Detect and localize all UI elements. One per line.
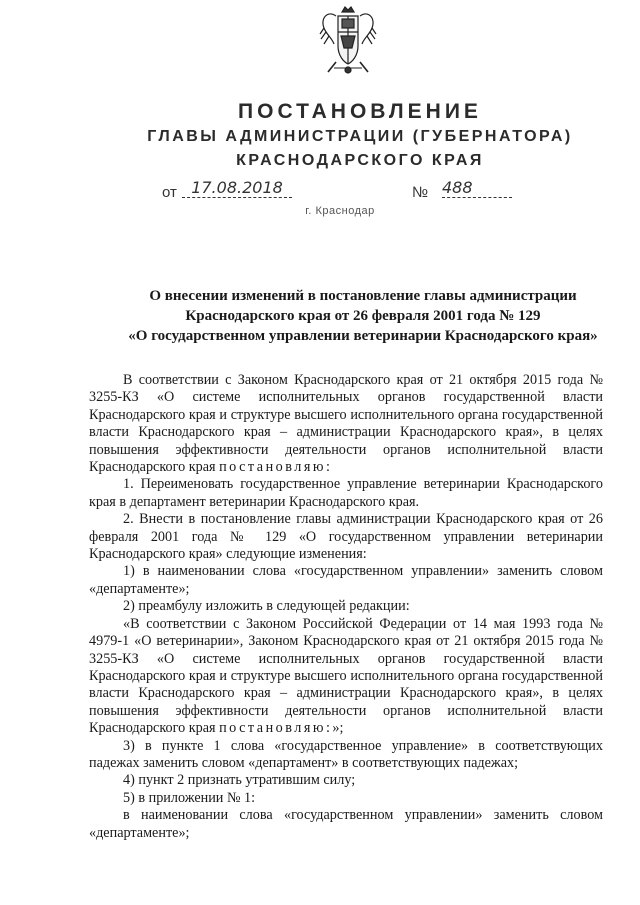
body-paragraph: 3) в пункте 1 слова «государственное управление» в соответствующих падежах заменить словом «департамент» в соответствующих падежах; bbox=[89, 737, 603, 771]
title-line: «О государственном управлении ветеринарии Краснодарского края» bbox=[128, 328, 598, 344]
quoted-preamble-paragraph: «В соответствии с Законом Российской Федерации от 14 мая 1993 года № 4979-1 «О ветеринарии», Законом Краснодарского края от 21 октября 2015 года № 3255-КЗ «О системе исполнительных органов государственной власти Краснодарского края и структуре высшего исполнительного органа государственной власти Краснодарского края – администрации Краснодарского края», в целях повышения эффективности деятельности органов исполнительной власти Краснодарского края постановляю:»; bbox=[89, 615, 603, 737]
date-number-line bbox=[160, 178, 540, 208]
title-line: О внесении изменений в постановление главы администрации bbox=[149, 288, 577, 304]
coat-of-arms-emblem bbox=[318, 4, 378, 76]
title-line: Краснодарского края от 26 февраля 2001 года № 129 bbox=[185, 308, 541, 324]
document-date: 17.08.2018 bbox=[182, 178, 292, 198]
preamble-paragraph: В соответствии с Законом Краснодарского края от 21 октября 2015 года № 3255-КЗ «О системе исполнительных органов государственной власти Краснодарского края и структуре высшего исполнительного органа государственной власти Краснодарского края – администрации Краснодарского края», в целях повышения эффективности деятельности органов исполнительной власти Краснодарского края постановляю: bbox=[89, 372, 603, 476]
decree-word: постановляю: bbox=[219, 459, 333, 476]
body-paragraph: 2. Внести в постановление главы администрации Краснодарского края от 26 февраля 2001 года № 129 «О государственном управлении ветеринарии Краснодарского края» следующие изменения: bbox=[89, 511, 603, 563]
body-paragraph: в наименовании слова «государственном управлении» заменить словом «департаменте»; bbox=[89, 807, 603, 841]
region-heading: КРАСНОДАРСКОГО КРАЯ bbox=[236, 152, 484, 169]
body-paragraph: 1) в наименовании слова «государственном управлении» заменить словом «департаменте»; bbox=[89, 563, 603, 597]
city-of-issue: г. Краснодар bbox=[305, 205, 375, 217]
decree-word: постановляю: bbox=[219, 720, 333, 737]
document-type-heading: ПОСТАНОВЛЕНИЕ bbox=[238, 100, 482, 123]
date-label: от bbox=[162, 184, 177, 201]
issuer-heading: ГЛАВЫ АДМИНИСТРАЦИИ (ГУБЕРНАТОРА) bbox=[147, 128, 573, 145]
document-title bbox=[120, 286, 606, 346]
document-number: 488 bbox=[442, 178, 512, 198]
body-paragraph: 4) пункт 2 признать утратившим силу; bbox=[123, 772, 356, 789]
body-paragraph: 1. Переименовать государственное управление ветеринарии Краснодарского края в департамент ветеринарии Краснодарского края. bbox=[89, 476, 603, 510]
body-paragraph: 2) преамбулу изложить в следующей редакции: bbox=[123, 598, 410, 615]
body-paragraph: 5) в приложении № 1: bbox=[123, 789, 256, 806]
document-body bbox=[89, 372, 603, 842]
number-label: № bbox=[412, 184, 429, 201]
